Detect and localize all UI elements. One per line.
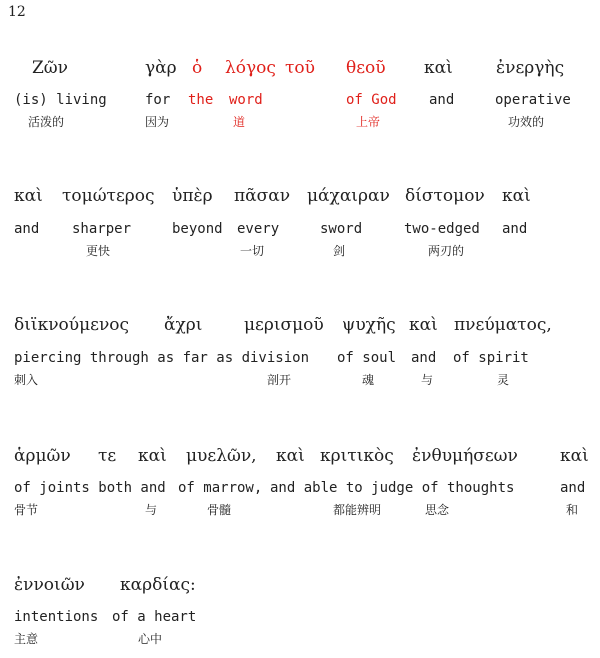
greek-word: τε: [98, 446, 117, 466]
greek-word: ψυχῆς: [342, 315, 396, 335]
greek-word: πᾶσαν: [234, 186, 291, 206]
greek-word: μάχαιραν: [307, 186, 390, 206]
chinese-gloss: 更快: [86, 244, 111, 258]
chinese-gloss: 都能辨明: [333, 503, 382, 517]
english-gloss: of spirit: [453, 350, 529, 366]
greek-word: καὶ: [409, 315, 438, 335]
english-gloss-highlighted: of God: [346, 92, 397, 108]
chinese-gloss: 思念: [425, 503, 450, 517]
chinese-gloss: 骨节: [14, 503, 39, 517]
greek-word: μυελῶν,: [186, 446, 257, 466]
greek-word: καὶ: [138, 446, 167, 466]
greek-word: γὰρ: [145, 58, 177, 78]
greek-word: δίστομον: [405, 186, 485, 206]
greek-word: ἐννοιῶν: [14, 575, 85, 595]
english-gloss: sword: [320, 221, 363, 237]
greek-word-highlighted: θεοῦ: [346, 58, 386, 78]
english-gloss: operative: [495, 92, 571, 108]
greek-word: καὶ: [276, 446, 305, 466]
chinese-gloss: 两刃的: [428, 244, 465, 258]
english-gloss: and: [429, 92, 455, 108]
chinese-gloss: 魂: [362, 373, 375, 387]
greek-word-highlighted: λόγος: [225, 58, 276, 78]
greek-word: κριτικὸς: [320, 446, 394, 466]
greek-word: πνεύματος,: [454, 315, 552, 335]
chinese-gloss: 一切: [240, 244, 265, 258]
english-gloss: beyond: [172, 221, 223, 237]
greek-word: ἄχρι: [164, 315, 203, 335]
chinese-gloss: 刺入: [14, 373, 39, 387]
chinese-gloss: 与: [421, 373, 434, 387]
chinese-gloss: 与: [145, 503, 158, 517]
english-gloss: of joints both and: [14, 480, 166, 496]
chinese-gloss: 骨髓: [207, 503, 232, 517]
greek-word: ὑπὲρ: [172, 186, 213, 206]
english-gloss: of marrow,: [178, 480, 263, 496]
chinese-gloss: 和: [566, 503, 579, 517]
english-gloss: of a heart: [112, 609, 197, 625]
greek-word: καὶ: [502, 186, 531, 206]
chinese-gloss-highlighted: 上帝: [356, 115, 381, 129]
greek-word: ἐνεργὴς: [496, 58, 565, 78]
english-gloss: and able to judge of thoughts: [270, 480, 515, 496]
english-gloss: every: [237, 221, 280, 237]
english-gloss: and: [560, 480, 586, 496]
chinese-gloss-highlighted: 道: [233, 115, 246, 129]
english-gloss: and: [502, 221, 528, 237]
english-gloss: of soul: [337, 350, 397, 366]
chinese-gloss: 灵: [497, 373, 510, 387]
greek-word: ἐνθυμήσεων: [412, 446, 518, 466]
greek-word: καὶ: [424, 58, 453, 78]
chinese-gloss: 心中: [138, 632, 163, 646]
english-gloss: for: [145, 92, 171, 108]
english-gloss-highlighted: the: [188, 92, 214, 108]
greek-word: μερισμοῦ: [244, 315, 324, 335]
greek-word-highlighted: ὁ: [192, 58, 203, 78]
greek-word: καὶ: [14, 186, 43, 206]
greek-word: Ζῶν: [32, 58, 69, 78]
english-gloss: and: [411, 350, 437, 366]
greek-word-highlighted: τοῦ: [285, 58, 315, 78]
chinese-gloss: 功效的: [508, 115, 545, 129]
english-gloss-highlighted: word: [229, 92, 263, 108]
english-gloss: sharper: [72, 221, 132, 237]
greek-word: καρδίας:: [120, 575, 196, 595]
chinese-gloss: 剑: [333, 244, 346, 258]
english-gloss: piercing through as far as division: [14, 350, 310, 366]
english-gloss: two-edged: [404, 221, 480, 237]
chinese-gloss: 主意: [14, 632, 39, 646]
english-gloss: (is) living: [14, 92, 107, 108]
chinese-gloss: 活泼的: [28, 115, 65, 129]
english-gloss: intentions: [14, 609, 99, 625]
greek-word: τομώτερος: [62, 186, 155, 206]
greek-word: ἁρμῶν: [14, 446, 71, 466]
english-gloss: and: [14, 221, 40, 237]
chinese-gloss: 因为: [145, 115, 170, 129]
page-number: 12: [8, 4, 26, 20]
chinese-gloss: 剖开: [267, 373, 292, 387]
greek-word: καὶ: [560, 446, 589, 466]
greek-word: διϊκνούμενος: [14, 315, 130, 335]
